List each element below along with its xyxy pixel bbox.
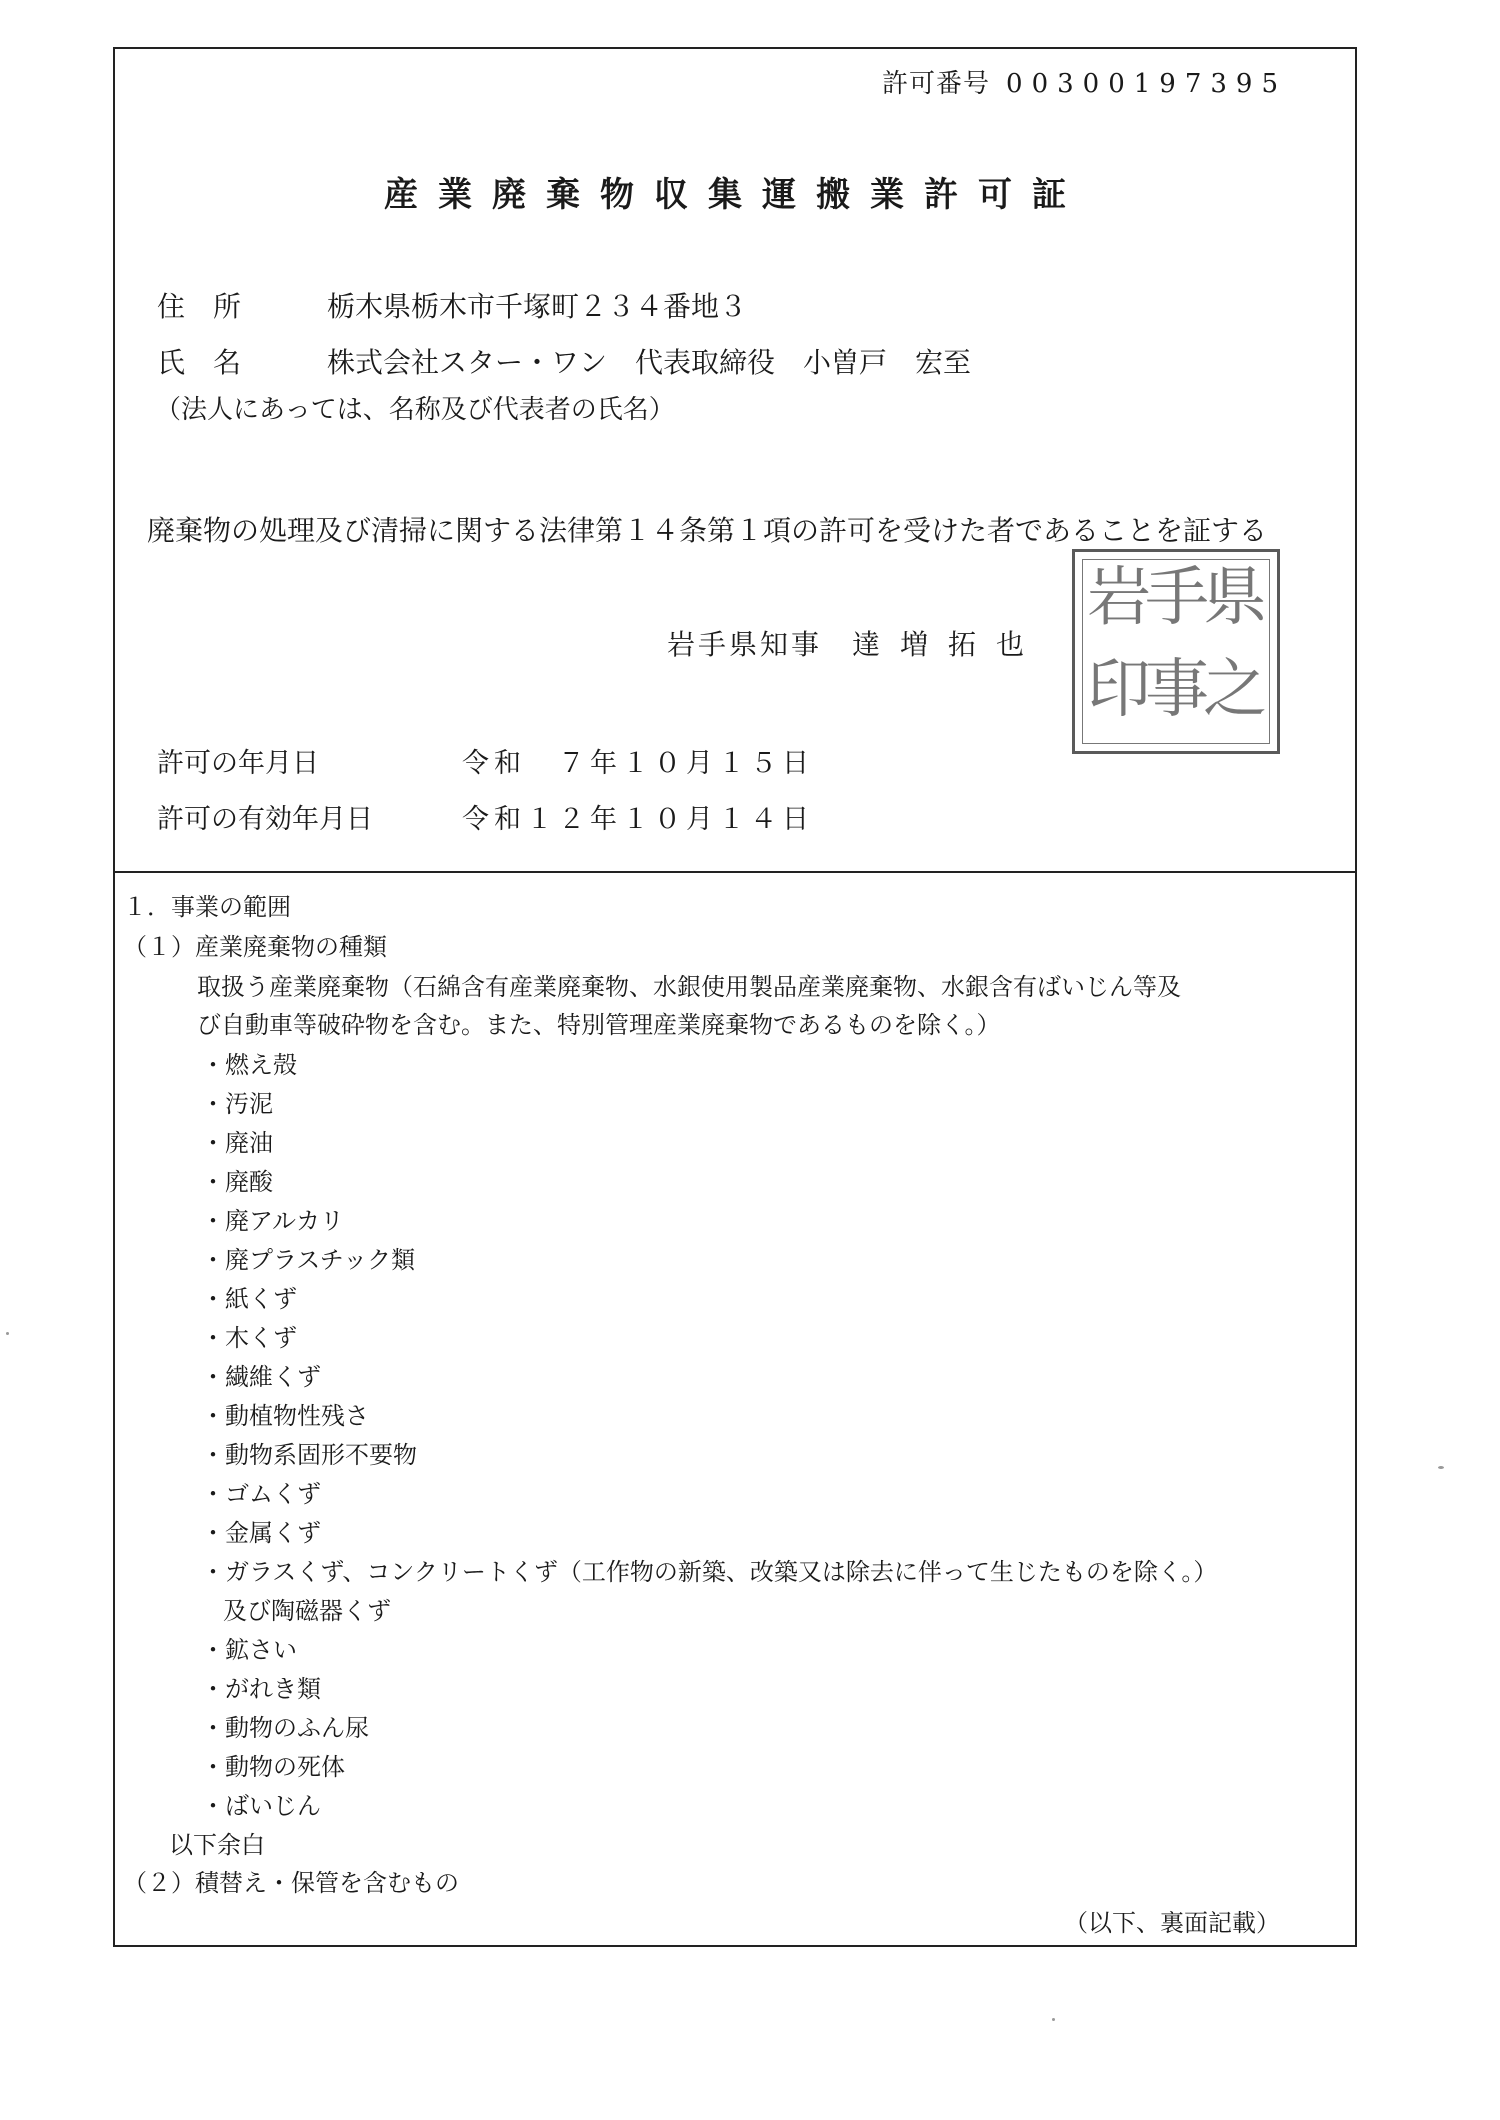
seal-glyph: 之: [1203, 653, 1267, 727]
certification-statement: 廃棄物の処理及び清掃に関する法律第１４条第１項の許可を受けた者であることを証する: [147, 514, 1268, 547]
permit-number-value: 00300197395: [1006, 69, 1287, 99]
scope-sub1: （１）産業廃棄物の種類: [123, 933, 387, 961]
address-value: 栃木県栃木市千塚町２３４番地３: [327, 290, 748, 323]
valid-date-value: 令和１２年１０月１４日: [462, 804, 814, 835]
remainder-note: 以下余白: [169, 1831, 265, 1859]
seal-glyph: 印: [1087, 653, 1151, 727]
permit-date-value: 令和 ７年１０月１５日: [462, 748, 814, 779]
scan-speck: [6, 1332, 9, 1335]
permit-number-label: 許可番号: [882, 69, 991, 99]
waste-item: ・動物のふん尿: [201, 1714, 369, 1742]
name-label: 氏名: [157, 346, 270, 379]
scan-speck: [1052, 2018, 1055, 2021]
waste-item: ・紙くず: [201, 1285, 297, 1313]
waste-item: ・動植物性残さ: [201, 1402, 369, 1430]
governor-title: 岩手県知事: [667, 628, 823, 661]
document-title: 産業廃棄物収集運搬業許可証: [384, 175, 1086, 215]
governor-name: 達増拓也: [852, 628, 1045, 661]
waste-item: ・廃プラスチック類: [201, 1246, 416, 1274]
scope-description-line2: び自動車等破砕物を含む。また、特別管理産業廃棄物であるものを除く。）: [197, 1011, 1001, 1039]
official-seal: [1072, 549, 1280, 754]
governor-signature: [667, 623, 1044, 663]
scope-heading: １．事業の範囲: [123, 893, 291, 921]
waste-item: ・金属くず: [201, 1519, 321, 1547]
waste-item: ・廃酸: [201, 1168, 273, 1196]
waste-item: ・がれき類: [201, 1675, 321, 1703]
certificate-header-section: [115, 49, 1355, 873]
waste-item-continuation: 及び陶磁器くず: [223, 1597, 391, 1625]
continued-note: （以下、裏面記載）: [1064, 1909, 1280, 1937]
permit-certificate: [113, 47, 1357, 1947]
address-label: 住所: [157, 290, 270, 323]
waste-item: ・ゴムくず: [201, 1480, 321, 1508]
name-value: 株式会社スター・ワン 代表取締役 小曽戸 宏至: [327, 346, 972, 379]
seal-glyph: 事: [1145, 653, 1209, 727]
waste-item: ・汚泥: [201, 1090, 273, 1118]
waste-item: ・廃アルカリ: [201, 1207, 345, 1235]
waste-item: ・動物の死体: [201, 1753, 345, 1781]
permit-number: [882, 63, 1287, 100]
waste-item: ・鉱さい: [201, 1636, 297, 1664]
scan-speck: [1438, 1466, 1444, 1469]
waste-item: ・ばいじん: [201, 1792, 321, 1820]
waste-item: ・ガラスくず、コンクリートくず（工作物の新築、改築又は除去に伴って生じたものを除く。）: [201, 1558, 1218, 1586]
waste-item: ・繊維くず: [201, 1363, 321, 1391]
business-scope-section: [115, 871, 1355, 1947]
waste-item: ・木くず: [201, 1324, 297, 1352]
waste-item: ・廃油: [201, 1129, 273, 1157]
seal-glyph: 岩: [1087, 561, 1151, 635]
scope-description-line1: 取扱う産業廃棄物（石綿含有産業廃棄物、水銀使用製品産業廃棄物、水銀含有ばいじん等及: [197, 973, 1181, 1001]
permit-date-label: 許可の年月日: [157, 748, 319, 779]
waste-item: ・動物系固形不要物: [201, 1441, 417, 1469]
waste-item: ・燃え殻: [201, 1051, 297, 1079]
seal-glyph: 手: [1145, 561, 1209, 635]
name-note: （法人にあっては、名称及び代表者の氏名）: [155, 395, 675, 425]
valid-date-label: 許可の有効年月日: [157, 804, 373, 835]
seal-glyph: 県: [1203, 561, 1267, 635]
scope-sub2: （２）積替え・保管を含むもの: [123, 1869, 459, 1897]
